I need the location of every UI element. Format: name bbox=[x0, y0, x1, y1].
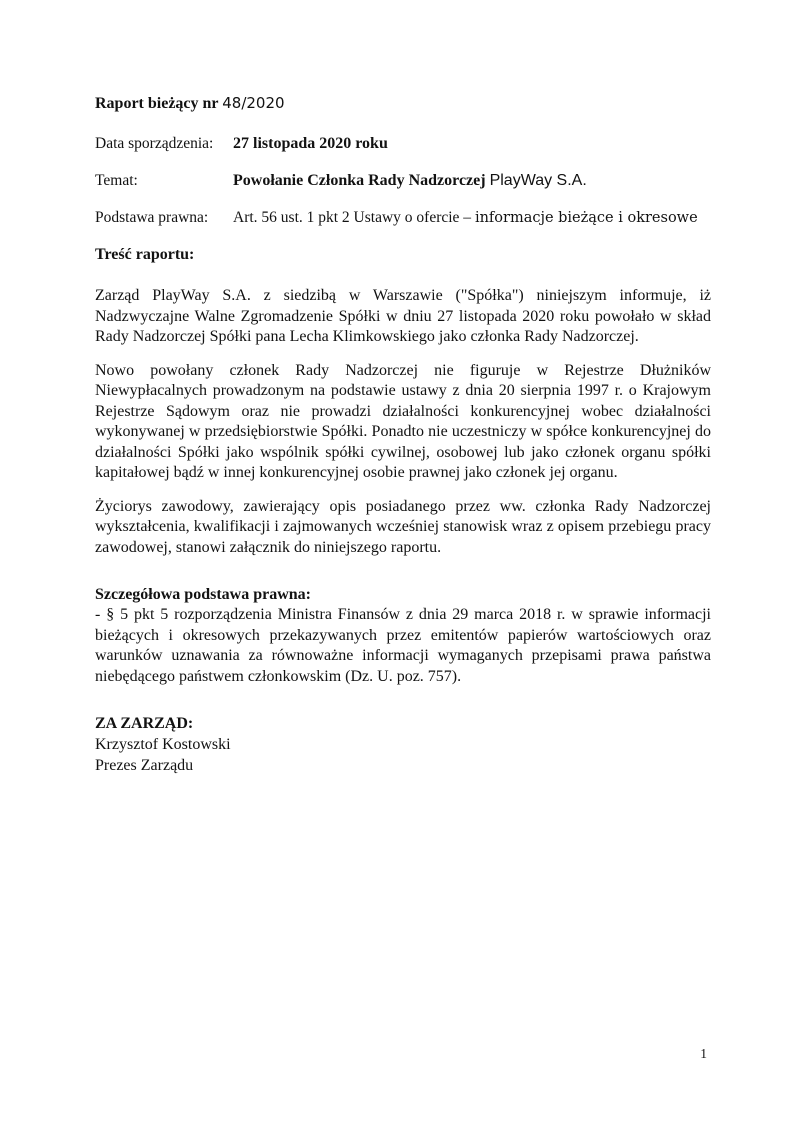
report-paragraph: Zarząd PlayWay S.A. z siedzibą w Warszawie ("Spółka") niniejszym informuje, iż Nadzwyczajne Walne Zgromadzenie Spółki w dniu 27 listopada 2020 roku powołało w skład Rady Nadzorczej Spółki pana Lecha Klimkowskiego jako członka Rady Nadzorczej. bbox=[95, 287, 711, 345]
report-paragraph: Życiorys zawodowy, zawierający opis posiadanego przez ww. członka Rady Nadzorczej wykształcenia, kwalifikacji i zajmowanych wcześniej stanowisk wraz z opisem przebiegu pracy zawodowej, stanowi załącznik do niniejszego raportu. bbox=[95, 497, 711, 556]
report-title-label: Raport bieżący nr bbox=[95, 95, 223, 112]
signature-heading: ZA ZARZĄD: bbox=[95, 715, 194, 732]
subject-label: Temat: bbox=[95, 172, 138, 189]
detailed-legal-basis-text: - § 5 pkt 5 rozporządzenia Ministra Finansów z dnia 29 marca 2018 r. w sprawie informacji bieżących i okresowych przekazywanych przez emitentów papierów wartościowych oraz warunków uznawania za równoważne informacji wymaganych przepisami prawa państwa niebędącego państwem członkowskim (Dz. U. poz. 757). bbox=[95, 606, 711, 685]
report-title bbox=[95, 93, 711, 114]
report-body bbox=[95, 286, 711, 558]
detailed-legal-basis-heading: Szczegółowa podstawa prawna: bbox=[95, 586, 311, 603]
signature-block bbox=[95, 713, 711, 776]
page-number: 1 bbox=[700, 1046, 707, 1061]
signatory-title: Prezes Zarządu bbox=[95, 757, 194, 774]
report-title-number: 48/2020 bbox=[222, 94, 285, 112]
legal-basis-value-type: informacje bieżące i okresowe bbox=[474, 210, 698, 226]
date-label: Data sporządzenia: bbox=[95, 135, 214, 152]
legal-basis-label: Podstawa prawna: bbox=[95, 209, 209, 226]
report-content-heading: Treść raportu: bbox=[95, 246, 195, 263]
subject-value-bold: Powołanie Członka Rady Nadzorczej bbox=[233, 172, 490, 189]
subject-value-company: PlayWay S.A. bbox=[489, 172, 587, 189]
legal-basis-value bbox=[233, 208, 711, 228]
subject-value bbox=[233, 171, 711, 191]
signatory-name: Krzysztof Kostowski bbox=[95, 736, 231, 753]
date-value: 27 listopada 2020 roku bbox=[233, 135, 388, 152]
field-row-date bbox=[95, 134, 711, 154]
report-paragraph: Nowo powołany członek Rady Nadzorczej nie figuruje w Rejestrze Dłużników Niewypłacalnych prowadzonym na podstawie ustawy z dnia 20 sierpnia 1997 r. o Krajowym Rejestrze Sądowym oraz nie prowadzi działalności konkurencyjnej wobec działalności wykonywanej w przedsiębiorstwie Spółki. Ponadto nie uczestniczy w spółce konkurencyjnej do działalności Spółki jako wspólnik spółki cywilnej, osobowej lub jako członek organu spółki kapitałowej bądź w innej konkurencyjnej osobie prawnej jako członek jej organu. bbox=[95, 361, 711, 481]
legal-basis-value-article: Art. 56 ust. 1 pkt 2 Ustawy o ofercie – bbox=[233, 209, 475, 226]
field-row-legal-basis bbox=[95, 208, 711, 228]
detailed-legal-basis-section bbox=[95, 585, 711, 687]
field-row-subject bbox=[95, 171, 711, 191]
